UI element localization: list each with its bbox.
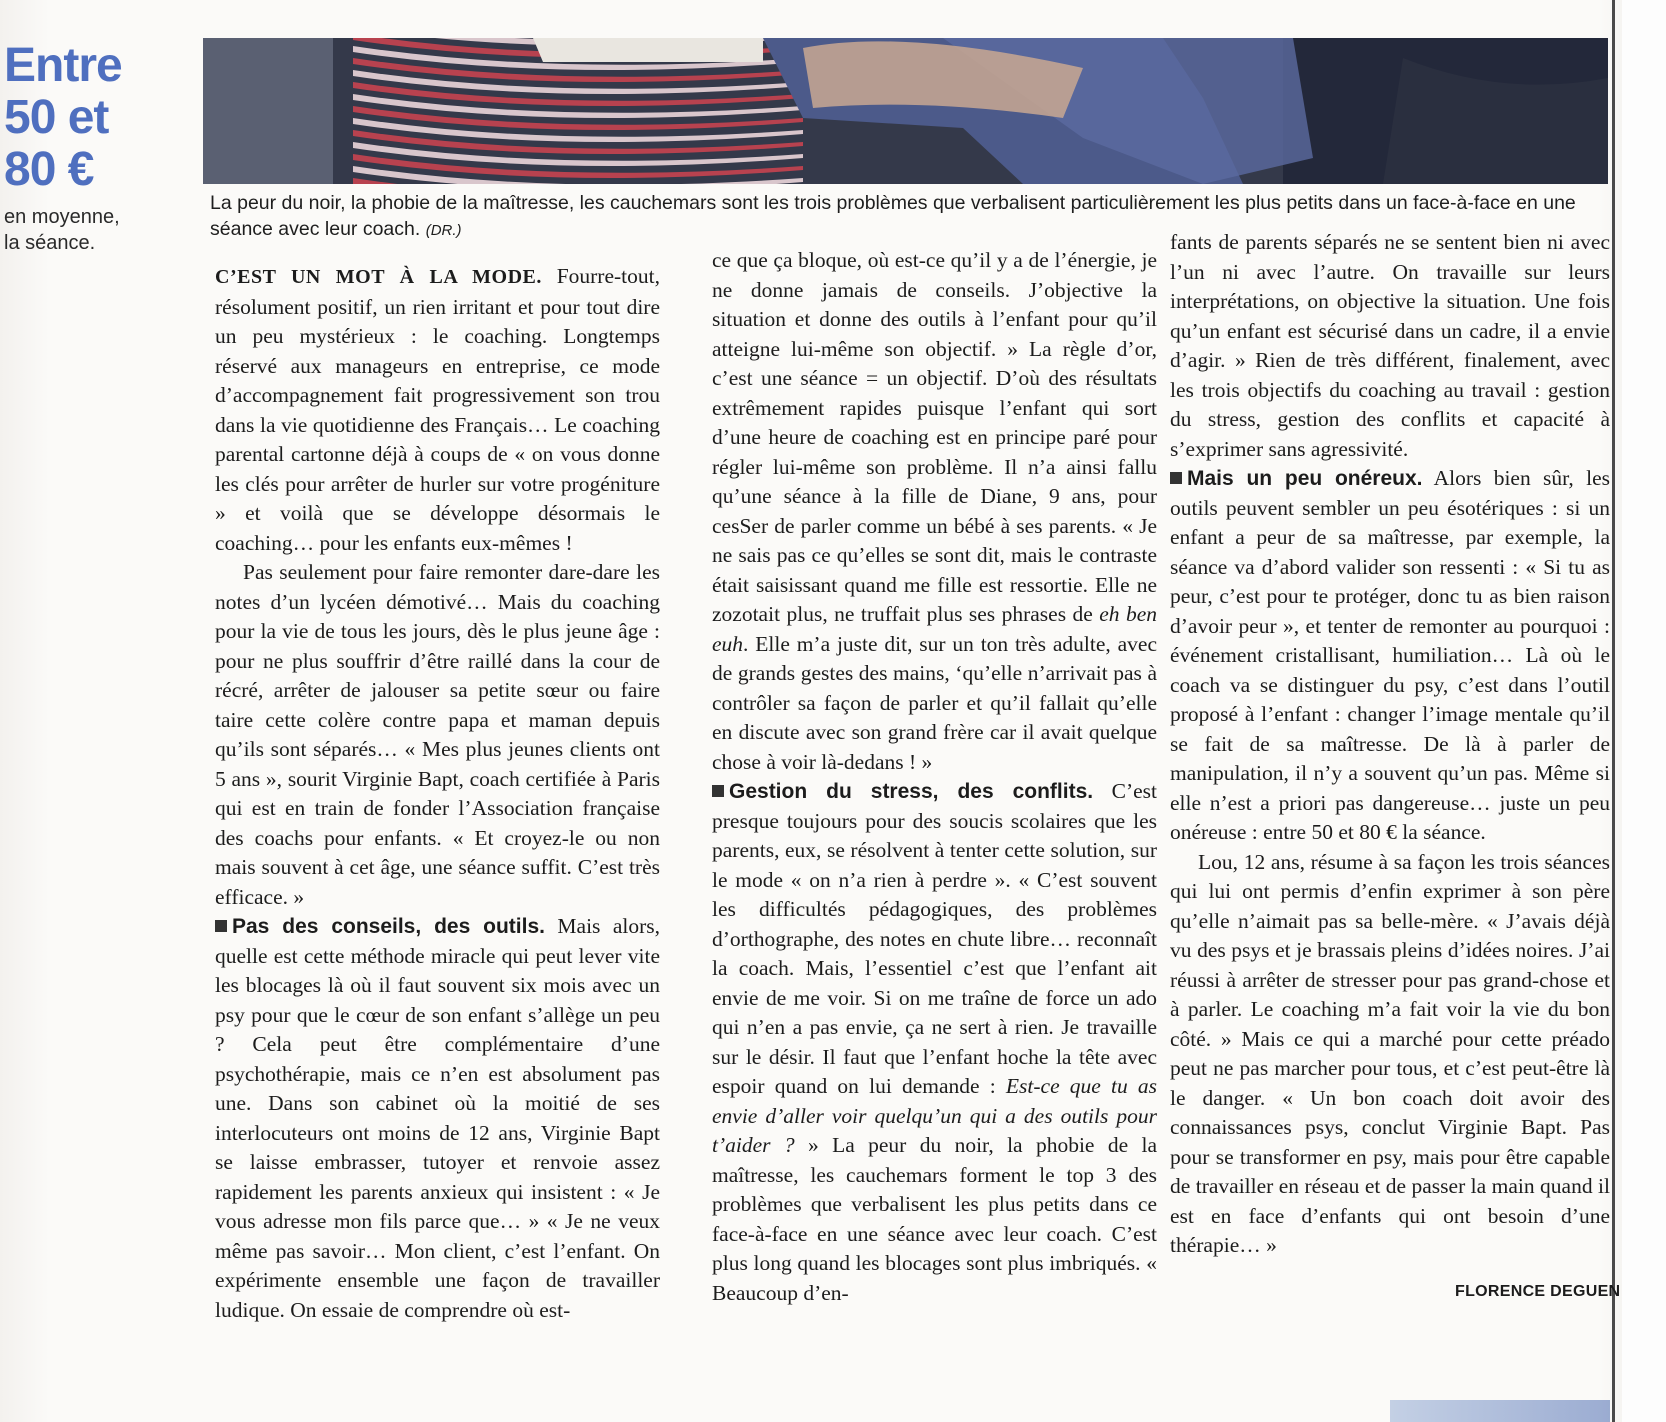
sidebar-line-2: 50 et <box>4 91 109 144</box>
paragraph-2: Pas seulement pour faire remonter dare-dare les notes d’un lycéen démotivé… Mais du coaching pour la vie de tous les jours, dès le plus jeune âge : pour ne plus souffrir d’être raillé dans la cour de récré, arrêter de jalouser sa petite sœur ou faire taire cette colère contre papa et maman depuis qu’ils sont séparés… « Mes plus jeunes clients ont 5 ans », sourit Virginie Bapt, coach certifiée à Paris qui est en train de fonder l’Association française des coachs pour enfants. « Et croyez-le ou non mais souvent à cet âge, une séance suffit. C’est très efficace. » <box>215 560 660 909</box>
sidebar-line-3: 80 € <box>4 143 94 196</box>
section-bullet <box>712 785 724 797</box>
caption-text: La peur du noir, la phobie de la maîtresse, les cauchemars sont les trois problèmes que verbalisent particulièrement les plus petits dans un face-à-face en une séance avec leur coach. <box>210 192 1576 240</box>
subheading-2: Gestion du stress, des conflits. <box>729 780 1094 803</box>
paragraph-6: fants de parents séparés ne se sentent bien ni avec l’un ni avec l’autre. On travaille sur leurs interprétations, on objective la situation. Une fois qu’un enfant est sécurisé dans un cadre, il a envie d’agir. » Rien de très différent, finalement, avec les trois objectifs du coaching au travail : gestion du stress, gestion des conflits et capacité à s’exprimer sans agressivité. <box>1170 230 1610 461</box>
page-edge <box>1612 0 1615 1422</box>
paragraph-8: Lou, 12 ans, résume à sa façon les trois séances qui lui ont permis d’enfin exprimer à son père qu’elle n’aimait pas sa belle-mère. « J’avais déjà vu des psys et je brassais pleins d’idées noires. J’ai réussi à arrêter de stresser pour pas grand-chose et à parler. Le coaching m’a fait voir la vie du bon côté. » Mais ce qui a marché pour cette préado peut ne pas marcher pour tous, et c’est peut-être là le danger. « Un bon coach doit avoir des connaissances psys, conclut Virginie Bapt. Pas pour se transformer en psy, mais pour être capable de travailler en réseau et de passer la main quand il est en face d’enfants qui ont besoin d’une thérapie… » <box>1170 849 1610 1257</box>
subheading-1: Pas des conseils, des outils. <box>232 915 545 938</box>
article-photo <box>203 38 1608 184</box>
paragraph-4-end: . Elle m’a juste dit, sur un ton très adulte, avec de grands gestes des mains, ‘qu’elle n’arrivait pas à contrôler sa façon de parler et qu’il fallait qu’elle en discute avec son grand frère car il avait quelque chose à voir là-dedans ! » <box>712 631 1157 774</box>
paragraph-5 <box>712 777 1157 1308</box>
section-bullet <box>1170 472 1182 484</box>
article-column-3 <box>1170 228 1610 1261</box>
paragraph-3 <box>215 912 660 1325</box>
sidebar-note <box>4 204 194 256</box>
paragraph-4 <box>712 246 1157 777</box>
paragraph-5-end: » La peur du noir, la phobie de la maîtresse, les cauchemars forment le top 3 des problèmes que verbalisent les plus petits dans ce face-à-face en une séance avec leur coach. C’est plus long quand les blocages sont plus imbriqués. « Beaucoup d’en- <box>712 1133 1157 1305</box>
sidebar-note-line-1: en moyenne, <box>4 206 120 228</box>
subheading-3: Mais un peu onéreux. <box>1187 467 1423 490</box>
article-lead: C’EST UN MOT À LA MODE. <box>215 266 542 288</box>
sidebar-line-1: Entre <box>4 39 122 92</box>
next-page-strip <box>1390 1400 1610 1422</box>
price-sidebar <box>4 40 194 256</box>
photo-illustration <box>203 38 1608 184</box>
article-column-2 <box>712 246 1157 1308</box>
page-margin <box>1622 0 1666 1422</box>
paragraph-7 <box>1170 464 1610 848</box>
paragraph-3-text: Mais alors, quelle est cette méthode miracle qui peut lever vite les blocages là où il faut souvent six mois avec un psy pour que le cœur de son enfant s’allège un peu ? Cela peut être complémentaire d’une psychothérapie, mais ce n’en est absolument pas une. Dans son cabinet où la moitié de ses interlocuteurs ont moins de 12 ans, Virginie Bapt se laisse embrasser, tutoyer et renvoie assez rapidement les parents anxieux qui insistent : « Je vous adresse mon fils parce que… » « Je ne veux même pas savoir… Mon client, c’est l’enfant. On expérimente ensemble une façon de travailler ludique. On essaie de comprendre où est- <box>215 914 660 1322</box>
paragraph-5-italic: Est-ce que tu as envie d’aller voir quelqu’un qui a des outils pour t’aider ? <box>712 1074 1158 1157</box>
section-bullet <box>215 920 227 932</box>
sidebar-note-line-2: la séance. <box>4 232 96 254</box>
article-column-1 <box>215 262 660 1325</box>
paragraph-1-text: Fourre-tout, résolument positif, un rien irritant et pour tout dire un peu mystérieux : le coaching. Longtemps réservé aux manageurs en entreprise, ce mode d’accompagnement fait progressivement son trou dans la vie quotidienne des Français… Le coaching parental cartonne déjà à coups de « on vous donne les clés pour arrêter de hurler sur votre progéniture » et voilà que se développe désormais le coaching… pour les enfants eux-mêmes ! <box>215 264 660 555</box>
photo-credit: (DR.) <box>425 222 462 239</box>
paragraph-4-text: ce que ça bloque, où est-ce qu’il y a de l’énergie, je ne donne jamais de conseils. J’objective la situation et donne des outils à l’enfant pour qu’il atteigne lui-même son objectif. » La règle d’or, c’est une séance = un objectif. D’où des résultats extrêmement rapides puisque l’enfant qui sort d’une heure de coaching est en principe paré pour régler lui-même son problème. Il n’a ainsi fallu qu’une séance à la fille de Diane, 9 ans, pour cesSer de parler comme un bébé à ses parents. « Je ne sais pas ce qu’elles se sont dit, mais le contraste était saisissant quand me fille est ressortie. Elle ne zozotait plus, ne truffait plus ses phrases de <box>712 248 1157 626</box>
paragraph-1 <box>215 262 660 558</box>
author-signature: FLORENCE DEGUEN <box>1455 1283 1621 1300</box>
paragraph-5-text: C’est presque toujours pour des soucis scolaires que les parents, eux, se résolvent à tenter cette solution, sur le mode « on n’a rien à perdre ». « C’est souvent les difficultés pédagogiques, des problèmes d’orthographe, des notes en chute libre… reconnaît la coach. Mais, l’essentiel c’est que l’enfant ait envie de me voir. Si on me traîne de force un ado qui n’en a pas envie, ça ne sert à rien. Je travaille sur le désir. Il faut que l’enfant hoche la tête avec espoir quand on lui demande : <box>712 779 1158 1098</box>
paragraph-7-text: Alors bien sûr, les outils peuvent sembler un peu ésotériques : si un enfant a peur de sa maîtresse, par exemple, la séance va d’abord valider son ressenti : « Si tu as peur, c’est pour te protéger, donc tu as bien raison d’avoir peur », et tenter de remonter au pourquoi : événement cristallisant, humiliation… Là où le coach va se distinguer du psy, c’est dans l’outil proposé à l’enfant : changer l’image mentale qu’il se fait de sa maîtresse. De là à parler de manipulation, il n’y a souvent qu’un pas. Même si elle n’est a priori pas dangereuse… juste un peu onéreuse : entre 50 et 80 € la séance. <box>1170 466 1610 844</box>
paragraph-4-italic: eh ben euh <box>712 602 1158 656</box>
